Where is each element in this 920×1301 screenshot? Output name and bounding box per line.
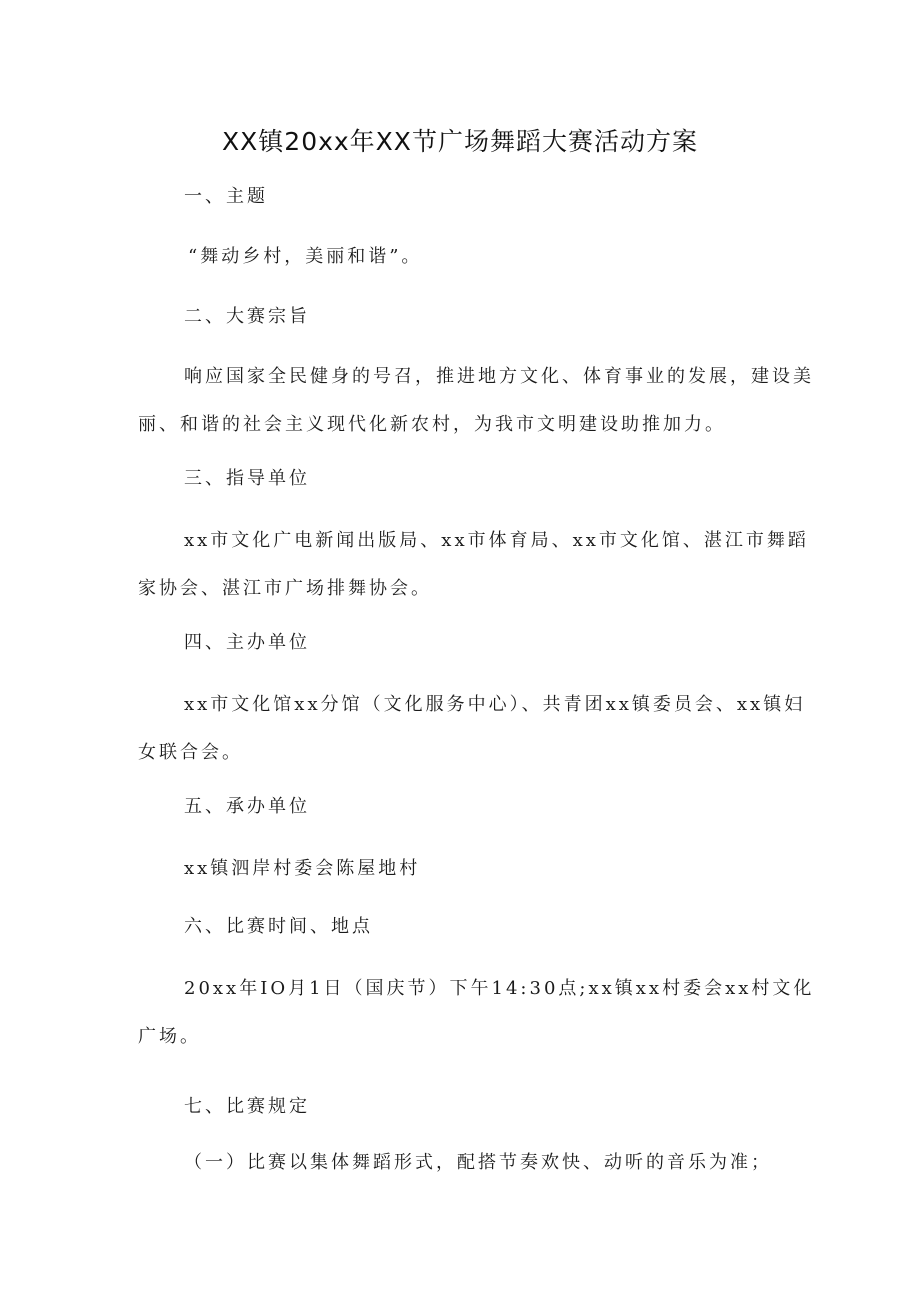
section-text-rules-line-1: （一）比赛以集体舞蹈形式，配搭节奏欢快、动听的音乐为准； — [184, 1152, 772, 1173]
section-heading-host: 五、承办单位 — [184, 796, 310, 817]
section-heading-guidance: 三、指导单位 — [184, 468, 310, 489]
section-text-purpose-line-2: 丽、和谐的社会主义现代化新农村，为我市文明建设助推加力。 — [138, 414, 726, 435]
section-text-organizer-line-1: xx市文化馆xx分馆（文化服务中心）、共青团xx镇委员会、xx镇妇 — [184, 694, 806, 715]
section-text-purpose-line-1: 响应国家全民健身的号召，推进地方文化、体育事业的发展，建设美 — [184, 366, 814, 387]
section-heading-organizer: 四、主办单位 — [184, 632, 310, 653]
section-text-organizer-line-2: 女联合会。 — [138, 742, 243, 763]
section-text-time-place-line-1: 20xx年IO月1日（国庆节）下午14:30点;xx镇xx村委会xx村文化 — [184, 978, 815, 999]
section-text-guidance-line-2: 家协会、湛江市广场排舞协会。 — [138, 578, 432, 599]
section-text-host: xx镇泗岸村委会陈屋地村 — [184, 858, 421, 879]
section-text-guidance-line-1: xx市文化广电新闻出版局、xx市体育局、xx市文化馆、湛江市舞蹈 — [184, 530, 809, 551]
section-heading-rules: 七、比赛规定 — [184, 1096, 310, 1117]
section-heading-purpose: 二、大赛宗旨 — [184, 306, 310, 327]
section-text-time-place-line-2: 广场。 — [138, 1026, 201, 1047]
document-title: XX镇20xx年XX节广场舞蹈大赛活动方案 — [222, 127, 698, 156]
section-heading-time-place: 六、比赛时间、地点 — [184, 916, 373, 937]
section-text-theme: “舞动乡村，美丽和谐”。 — [188, 246, 423, 267]
section-heading-theme: 一、主题 — [184, 186, 268, 207]
